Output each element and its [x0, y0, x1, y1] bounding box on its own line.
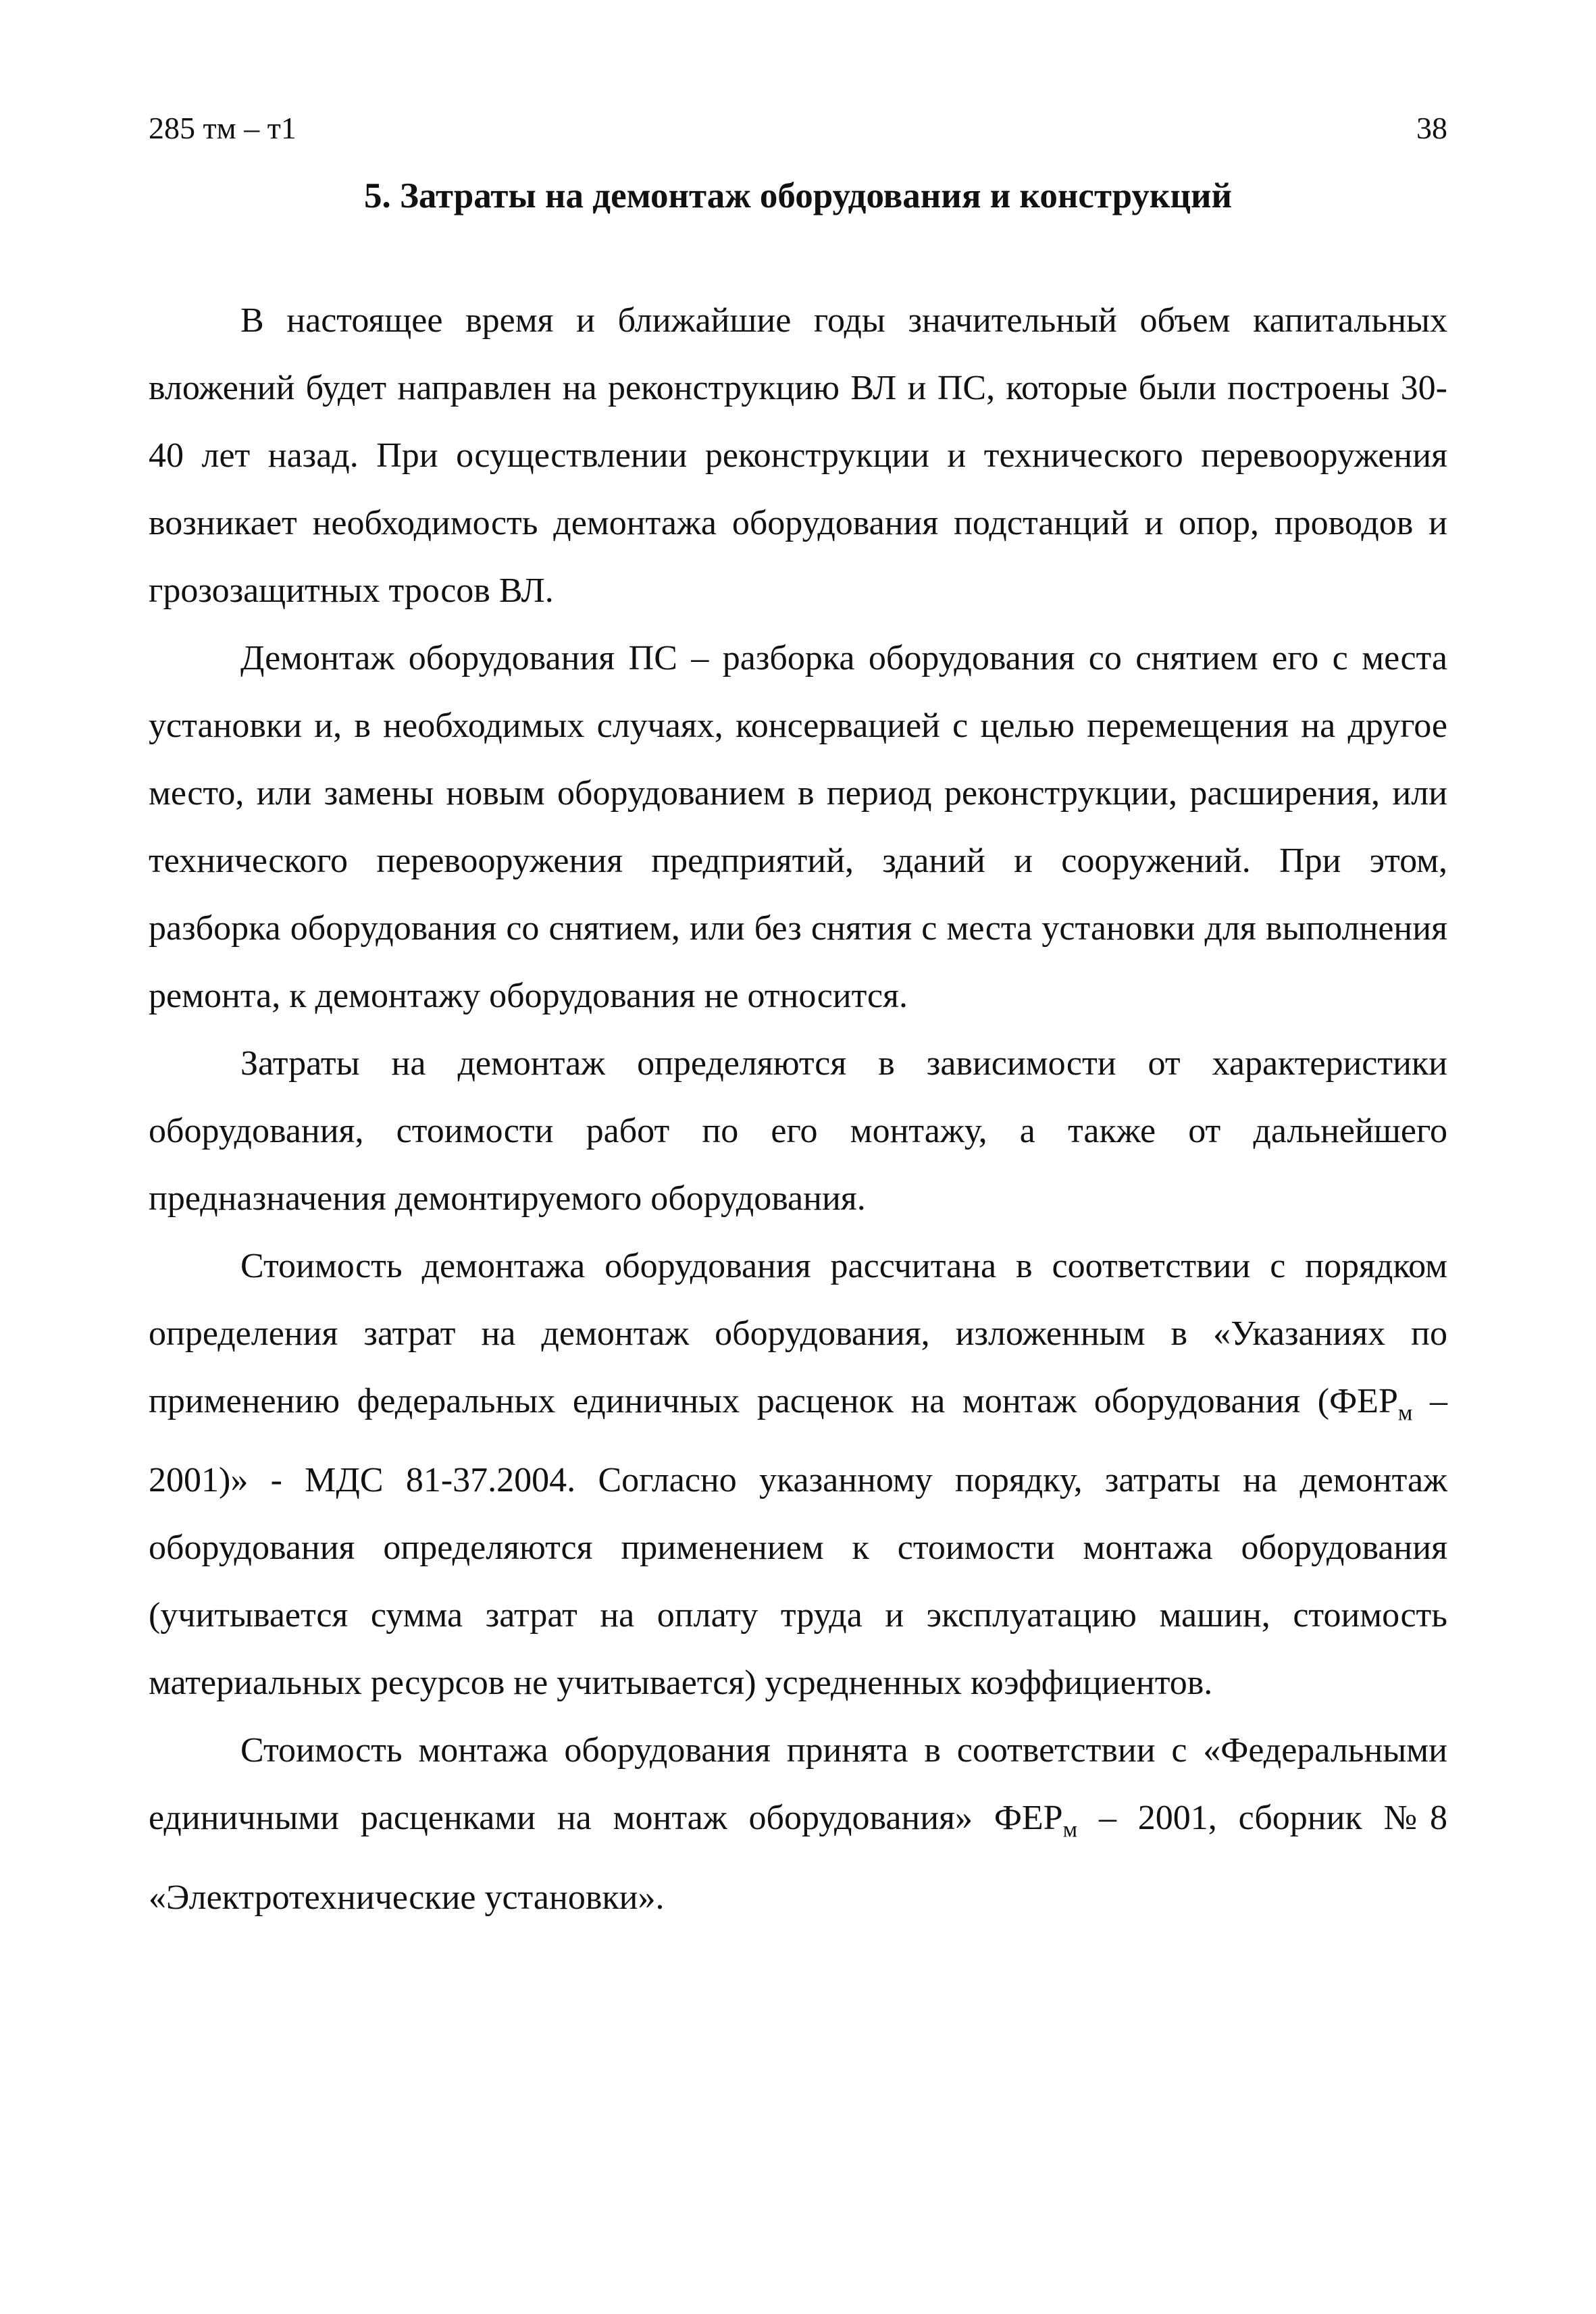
- paragraph-3: Затраты на демонтаж определяются в зависимости от характеристики оборудования, стоимости работ по его монтажу, а также от дальнейшего предназначения демонтируемого оборудования.: [149, 1044, 1447, 1218]
- subscript-m: м: [1397, 1400, 1413, 1426]
- paragraph-4-part-a: Стоимость демонтажа оборудования рассчитана в соответствии с порядком определения затрат на демонтаж оборудования, изложенным в «Указаниях по применению федеральных единичных расценок на монтаж оборудования (ФЕР: [149, 1247, 1447, 1420]
- paragraph-5-part-a: Стоимость монтажа оборудования принята в соответствии с «Федеральными единичными расценками на монтаж оборудования» ФЕР: [149, 1731, 1447, 1838]
- paragraph-5-part-b: – 2001, сборник №8 «Электротехнические установки».: [149, 1799, 1447, 1917]
- section-title: 5. Затраты на демонтаж оборудования и конструкций: [363, 176, 1233, 215]
- subscript-m: м: [1062, 1817, 1078, 1843]
- paragraph-5: [149, 1717, 1447, 1931]
- paragraph-2: Демонтаж оборудования ПС – разборка оборудования со снятием его с места установки и, в необходимых случаях, консервацией с целью перемещения на другое место, или замены новым оборудованием в период реконструкции, расширения, или технического перевооружения предприятий, зданий и сооружений. При этом, разборка оборудования со снятием, или без снятия с места установки для выполнения ремонта, к демонтажу оборудования не относится.: [149, 639, 1447, 1015]
- paragraph-4-part-b: – 2001)» - МДС 81-37.2004. Согласно указанному порядку, затраты на демонтаж оборудования определяются применением к стоимости монтажа оборудования (учитывается сумма затрат на оплату труда и эксплуатацию машин, стоимость материальных ресурсов не учитывается) усредненных коэффициентов.: [149, 1382, 1447, 1703]
- paragraph-4: [149, 1233, 1447, 1717]
- document-code: 285 тм – т1: [149, 111, 297, 145]
- page-number: 38: [1416, 111, 1447, 145]
- paragraph-1: В настоящее время и ближайшие годы значительный объем капитальных вложений будет направлен на реконструкцию ВЛ и ПС, которые были построены 30-40 лет назад. При осуществлении реконструкции и технического перевооружения возникает необходимость демонтажа оборудования подстанций и опор, проводов и грозозащитных тросов ВЛ.: [149, 301, 1447, 610]
- section-body: [149, 287, 1447, 1932]
